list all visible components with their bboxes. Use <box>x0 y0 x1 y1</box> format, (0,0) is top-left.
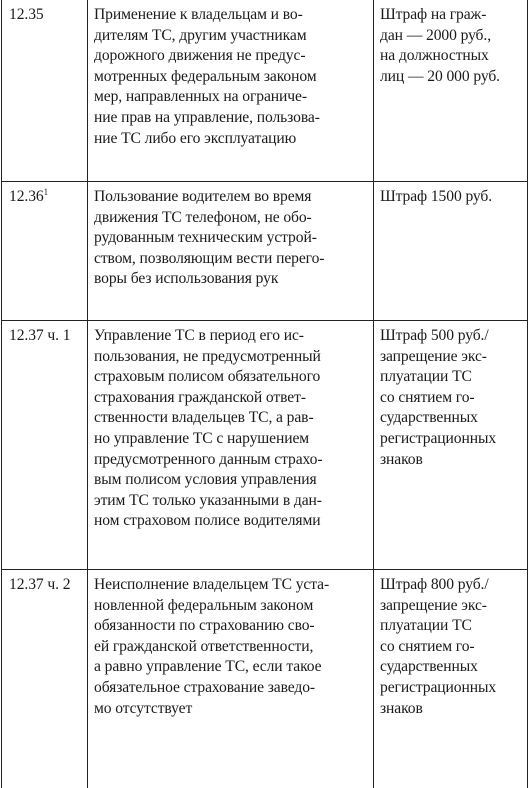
description-line: но управление ТС с нарушением <box>94 429 369 450</box>
penalty-line: со снятием го- <box>380 637 523 658</box>
penalty-line: Штраф 1500 руб. <box>380 187 523 208</box>
description-line: воры без использования рук <box>94 269 369 290</box>
description-line: а равно управление ТС, если такое <box>94 657 369 678</box>
description-line: пользования, не предусмотренный <box>94 347 369 368</box>
description-line: обязанности по страхованию сво- <box>94 616 369 637</box>
description-line: ном страховом полисе водителями <box>94 511 369 532</box>
penalty-line: запрещение экс- <box>380 596 523 617</box>
article-superscript: 1 <box>44 187 48 197</box>
penalty-line: со снятием го- <box>380 388 523 409</box>
penalty-cell <box>374 182 528 321</box>
description-line: новленной федеральным законом <box>94 596 369 617</box>
description-line: Управление ТС в период его ис- <box>94 326 369 347</box>
description-line: мотренных федеральным законом <box>94 67 369 88</box>
description-cell <box>88 321 374 570</box>
description-line: дорожного движения не предус- <box>94 46 369 67</box>
description-line: дителям ТС, другим участникам <box>94 26 369 47</box>
description-line: ние ТС либо его эксплуатацию <box>94 129 369 150</box>
penalty-line: плуатации ТС <box>380 616 523 637</box>
penalty-line: сударственных <box>380 408 523 429</box>
description-line: ей гражданской ответственности, <box>94 637 369 658</box>
description-line: страховым полисом обязательного <box>94 367 369 388</box>
penalty-line: запрещение экс- <box>380 347 523 368</box>
description-line: Применение к владельцам и во- <box>94 5 369 26</box>
description-line: вым полисом условия управления <box>94 470 369 491</box>
article-cell <box>2 321 88 570</box>
penalty-line: регистрационных <box>380 429 523 450</box>
article-cell <box>2 0 88 182</box>
penalty-line: знаков <box>380 450 523 471</box>
description-line: движения ТС телефоном, не обо- <box>94 208 369 229</box>
penalty-line: сударственных <box>380 657 523 678</box>
article-number: 12.36 <box>9 188 44 205</box>
article-cell <box>2 570 88 788</box>
description-cell <box>88 182 374 321</box>
article-number: 12.37 ч. 2 <box>9 576 70 593</box>
penalty-line: лиц — 20 000 руб. <box>380 67 523 88</box>
table-row <box>2 182 528 321</box>
article-cell <box>2 182 88 321</box>
description-line: страхования гражданской ответ- <box>94 388 369 409</box>
description-line: этим ТС только указанными в дан- <box>94 491 369 512</box>
description-line: ственности владельцев ТС, а рав- <box>94 408 369 429</box>
fines-table <box>1 0 528 788</box>
penalty-line: на должностных <box>380 46 523 67</box>
description-line: ством, позволяющим вести перего- <box>94 249 369 270</box>
penalty-cell <box>374 0 528 182</box>
description-line: ние прав на управление, пользова- <box>94 108 369 129</box>
description-line: предусмотренного данным страхо- <box>94 450 369 471</box>
description-cell <box>88 570 374 788</box>
penalty-line: регистрационных <box>380 678 523 699</box>
penalty-line: знаков <box>380 699 523 720</box>
description-cell <box>88 0 374 182</box>
description-line: Пользование водителем во время <box>94 187 369 208</box>
penalty-line: Штраф 500 руб./ <box>380 326 523 347</box>
description-line: мер, направленных на ограниче- <box>94 87 369 108</box>
description-line: Неисполнение владельцем ТС уста- <box>94 575 369 596</box>
penalty-line: Штраф на граж- <box>380 5 523 26</box>
penalty-cell <box>374 570 528 788</box>
penalty-cell <box>374 321 528 570</box>
article-number: 12.37 ч. 1 <box>9 327 70 344</box>
table-row <box>2 570 528 788</box>
table-row <box>2 321 528 570</box>
table-row <box>2 0 528 182</box>
description-line: рудованным техническим устрой- <box>94 228 369 249</box>
description-line: обязательное страхование заведо- <box>94 678 369 699</box>
penalty-line: Штраф 800 руб./ <box>380 575 523 596</box>
description-line: мо отсутствует <box>94 699 369 720</box>
penalty-line: дан — 2000 руб., <box>380 26 523 47</box>
penalty-line: плуатации ТС <box>380 367 523 388</box>
article-number: 12.35 <box>9 6 44 23</box>
